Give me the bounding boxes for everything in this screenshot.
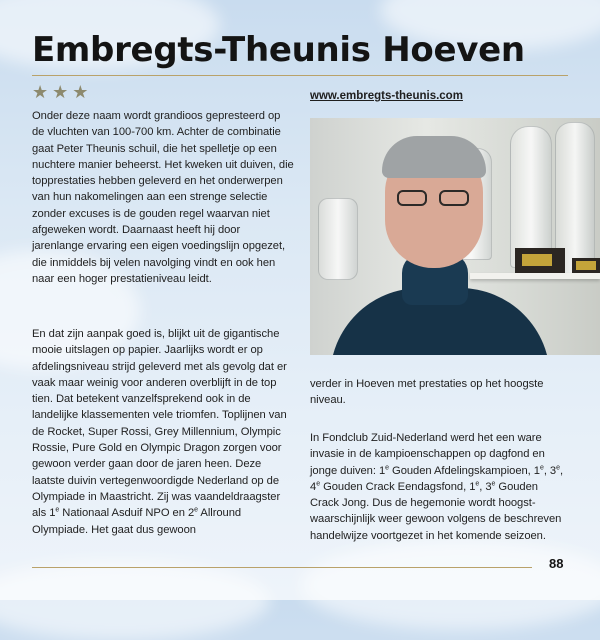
bottom-divider (32, 567, 532, 568)
paragraph-continued: verder in Hoeven met prestaties op het hoogste niveau. (310, 378, 544, 407)
star-icon: ★ (52, 82, 69, 103)
star-icon: ★ (32, 82, 49, 103)
portrait-photo (310, 118, 600, 355)
paragraph-intro: Onder deze naam wordt grandioos gepresteerd op de vluchten van 100-700 km. Achter de combinatie gaat Peter Theunis schuil, die het spelletje op een nuchtere manier beheerst. Het kweken uit duiven, die topprestaties hebben geleverd en het onderwerpen van hun nakomelingen aan een strenge selectie zonder excuses is de gouden regel waarvan niet afgeweken wordt. Daarnaast heeft hij door jarenlange ervaring een eigen voedingslijn opgezet, die inmiddels bij velen navolging vindt en ook hen naar een hoger prestatieniveau leidt. (32, 110, 294, 285)
website-link[interactable]: www.embregts-theunis.com (310, 90, 463, 102)
rating-stars (32, 84, 88, 102)
page-title: Embregts-Theunis Hoeven (32, 30, 525, 70)
cloud-decoration (300, 540, 600, 630)
paragraph-results: En dat zijn aanpak goed is, blijkt uit de gigantische mooie uitslagen op papier. Jaarlijks wordt er op afdelingsniveau strijd geleverd met als gevolg dat er vaak maar weinig voor anderen overblijft in de top tien. Dat betekent vanzelfsprekend ook in de landelijke klassementen vele triomfen. Toplijnen van de Rocket, Super Rossi, Grey Millennium, Olympic Rossie, Pure Gold en Olympic Dragon zorgen voor gewoon verder gaan door de jaren heen. Deze laatste duivin vertegenwoordigde Nederland op de Olympiade in Maastricht. Zij was vaandeldraagster als 1e Nationaal Asduif NPO en 2e Allround Olympiade. Het gaat dus gewoon (32, 328, 287, 536)
page-number: 88 (549, 556, 564, 571)
top-divider (32, 75, 568, 76)
cloud-decoration (0, 560, 270, 640)
paragraph-fondclub: In Fondclub Zuid-Nederland werd het een ware invasie in de kampioenschappen op dagfond en jonge duiven: 1e Gouden Afdelingskampioen, 1e, 3e, 4e Gouden Crack Eendagsfond, 1e, 3e Gouden Crack Jong. Dus de hegemonie wordt hoogstwaarschijnlijk weer gewoon volgens de beschreven handelwijze voortgezet in het komende seizoen. (310, 432, 564, 542)
star-icon: ★ (72, 82, 89, 103)
